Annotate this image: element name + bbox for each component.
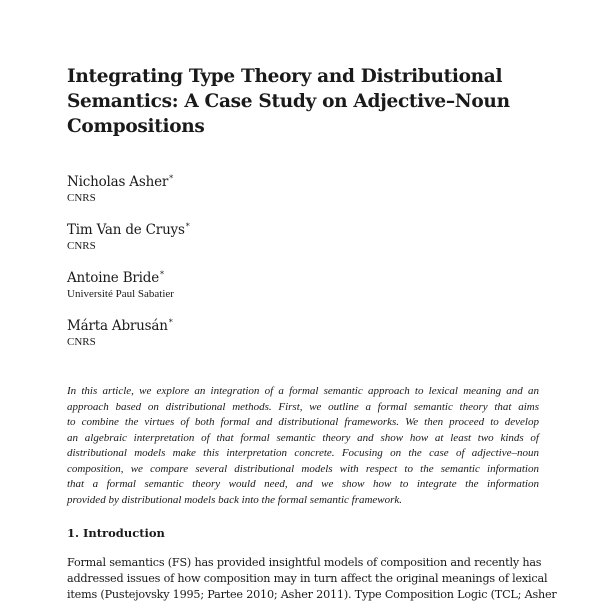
abstract-line: to combine the virtues of both formal and distributional frameworks. We then proceed to develop — [67, 416, 539, 428]
body-line: Formal semantics (FS) has provided insightful models of composition and recently has — [67, 556, 542, 569]
abstract-line: distributional models make this interpretation concrete. Focusing on the case of adjective–noun — [67, 447, 539, 459]
title-line: Integrating Type Theory and Distributional — [67, 66, 503, 87]
author-list — [67, 170, 537, 362]
author-affiliation: CNRS — [67, 192, 96, 204]
author-block — [67, 170, 537, 218]
author-block — [67, 266, 537, 314]
abstract-line: approach based on distributional methods. First, we outline a formal semantic theory that aims — [67, 400, 539, 413]
abstract-line: composition, we compare several distributional models with respect to the semantic information — [67, 462, 539, 475]
author-footnote-mark: * — [160, 270, 164, 279]
author-name: Tim Van de Cruys* — [67, 222, 190, 238]
author-affiliation: Université Paul Sabatier — [67, 288, 174, 300]
paper-title — [67, 64, 537, 139]
abstract-line: that a formal semantic theory would need, and we show how to integrate the information — [67, 478, 539, 490]
abstract-line: provided by distributional models back into the formal semantic framework. — [67, 493, 403, 506]
author-name: Nicholas Asher* — [67, 174, 173, 190]
author-name: Antoine Bride* — [67, 270, 164, 286]
author-block — [67, 218, 537, 266]
abstract-line: an algebraic interpretation of that formal semantic theory and show how at least two kinds of — [67, 431, 539, 444]
abstract-line: In this article, we explore an integration of a formal semantic approach to lexical meaning and an — [67, 385, 539, 397]
body-line: items (Pustejovsky 1995; Partee 2010; Asher 2011). Type Composition Logic (TCL; Asher — [67, 587, 557, 601]
author-affiliation: CNRS — [67, 336, 96, 348]
author-name: Márta Abrusán* — [67, 318, 173, 334]
body-line: addressed issues of how composition may in turn affect the original meanings of lexical — [67, 571, 548, 585]
author-footnote-mark: * — [169, 174, 173, 183]
author-affiliation: CNRS — [67, 240, 96, 252]
section-heading: 1. Introduction — [67, 526, 165, 540]
title-line: Semantics: A Case Study on Adjective–Noun — [67, 91, 510, 112]
title-line: Compositions — [67, 116, 205, 137]
author-block — [67, 314, 537, 362]
author-footnote-mark: * — [168, 318, 173, 327]
abstract — [67, 384, 539, 508]
body-paragraph — [67, 555, 557, 602]
author-footnote-mark: * — [185, 222, 190, 231]
